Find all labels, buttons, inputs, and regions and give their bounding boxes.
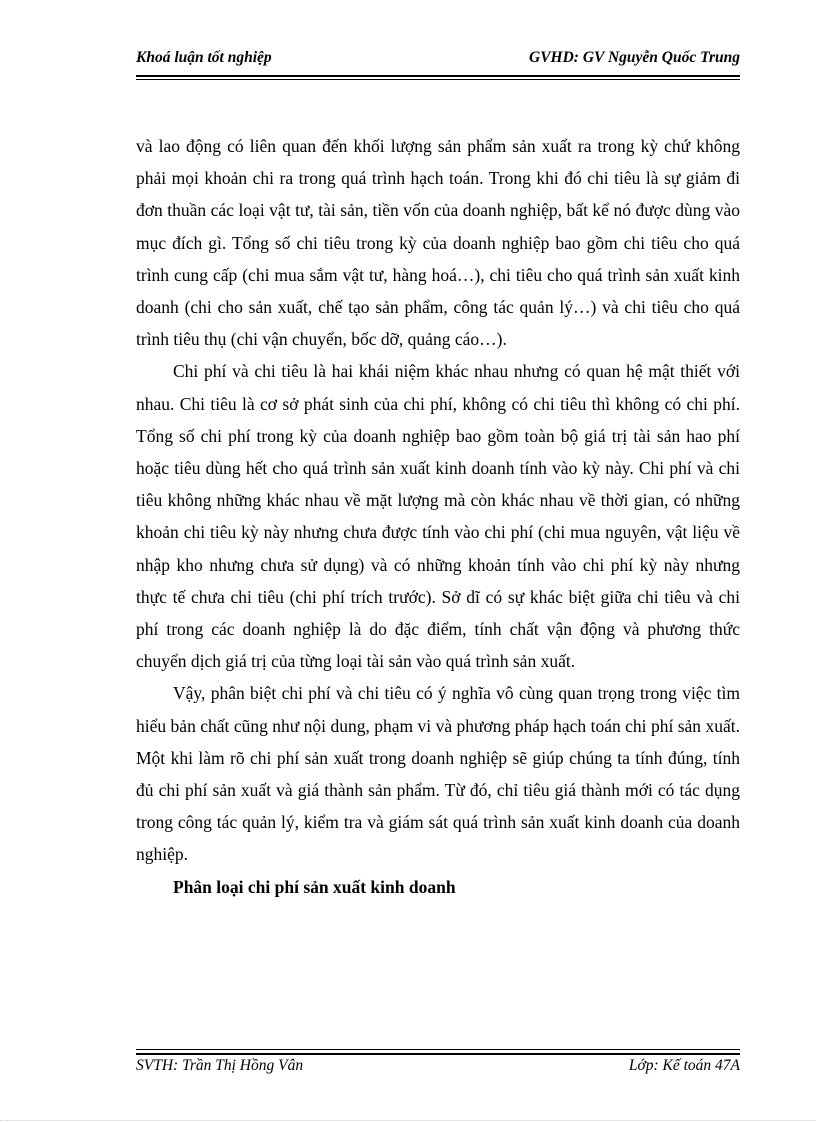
footer-rule-thick xyxy=(136,1053,740,1055)
header-thesis-title: Khoá luận tốt nghiệp xyxy=(136,49,272,66)
header-rule-thin xyxy=(136,79,740,80)
footer-class: Lớp: Kế toán 47A xyxy=(628,1057,740,1074)
paragraph-continued: và lao động có liên quan đến khối lượng sản phẩm sản xuất ra trong kỳ chứ không phải mọi khoản chi ra trong quá trình hạch toán. Trong khi đó chi tiêu là sự giảm đi đơn thuần các loại vật tư, tài sản, tiền vốn của doanh nghiệp, bất kể nó được dùng vào mục đích gì. Tổng số chi tiêu trong kỳ của doanh nghiệp bao gồm chi tiêu cho quá trình cung cấp (chi mua sắm vật tư, hàng hoá…), chi tiêu cho quá trình sản xuất kinh doanh (chi cho sản xuất, chế tạo sản phẩm, công tác quản lý…) và chi tiêu cho quá trình tiêu thụ (chi vận chuyển, bốc dỡ, quảng cáo…). xyxy=(136,136,740,350)
footer-rule-thin xyxy=(136,1049,740,1050)
page-header xyxy=(136,46,740,72)
header-supervisor: GVHD: GV Nguyễn Quốc Trung xyxy=(529,49,740,66)
page-footer xyxy=(136,1056,740,1078)
paragraph: Chi phí và chi tiêu là hai khái niệm khác nhau nhưng có quan hệ mật thiết với nhau. Chi tiêu là cơ sở phát sinh của chi phí, không có chi tiêu thì không có chi phí. Tổng số chi phí trong kỳ của doanh nghiệp bao gồm toàn bộ giá trị tài sản hao phí hoặc tiêu dùng hết cho quá trình sản xuất kinh doanh tính vào kỳ này. Chi phí và chi tiêu không những khác nhau về mặt lượng mà còn khác nhau về thời gian, có những khoản chi tiêu kỳ này nhưng chưa được tính vào chi phí (chi mua nguyên, vật liệu về nhập kho nhưng chưa sử dụng) và có những khoản tính vào chi phí kỳ này nhưng thực tế chưa chi tiêu (chi phí trích trước). Sở dĩ có sự khác biệt giữa chi tiêu và chi phí trong các doanh nghiệp là do đặc điểm, tính chất vận động và phương thức chuyển dịch giá trị của từng loại tài sản vào quá trình sản xuất. xyxy=(136,361,740,672)
paragraph: Vậy, phân biệt chi phí và chi tiêu có ý nghĩa vô cùng quan trọng trong việc tìm hiểu bản chất cũng như nội dung, phạm vi và phương pháp hạch toán chi phí sản xuất. Một khi làm rõ chi phí sản xuất trong doanh nghiệp sẽ giúp chúng ta tính đúng, tính đủ chi phí sản xuất và giá thành sản phẩm. Từ đó, chỉ tiêu giá thành mới có tác dụng trong công tác quản lý, kiểm tra và giám sát quá trình sản xuất kinh doanh của doanh nghiệp. xyxy=(136,683,740,865)
footer-student: SVTH: Trần Thị Hồng Vân xyxy=(136,1057,304,1074)
header-rule-thick xyxy=(136,75,740,77)
page-edge-divider xyxy=(0,1120,816,1121)
section-heading: Phân loại chi phí sản xuất kinh doanh xyxy=(173,876,456,897)
document-body xyxy=(136,130,740,903)
